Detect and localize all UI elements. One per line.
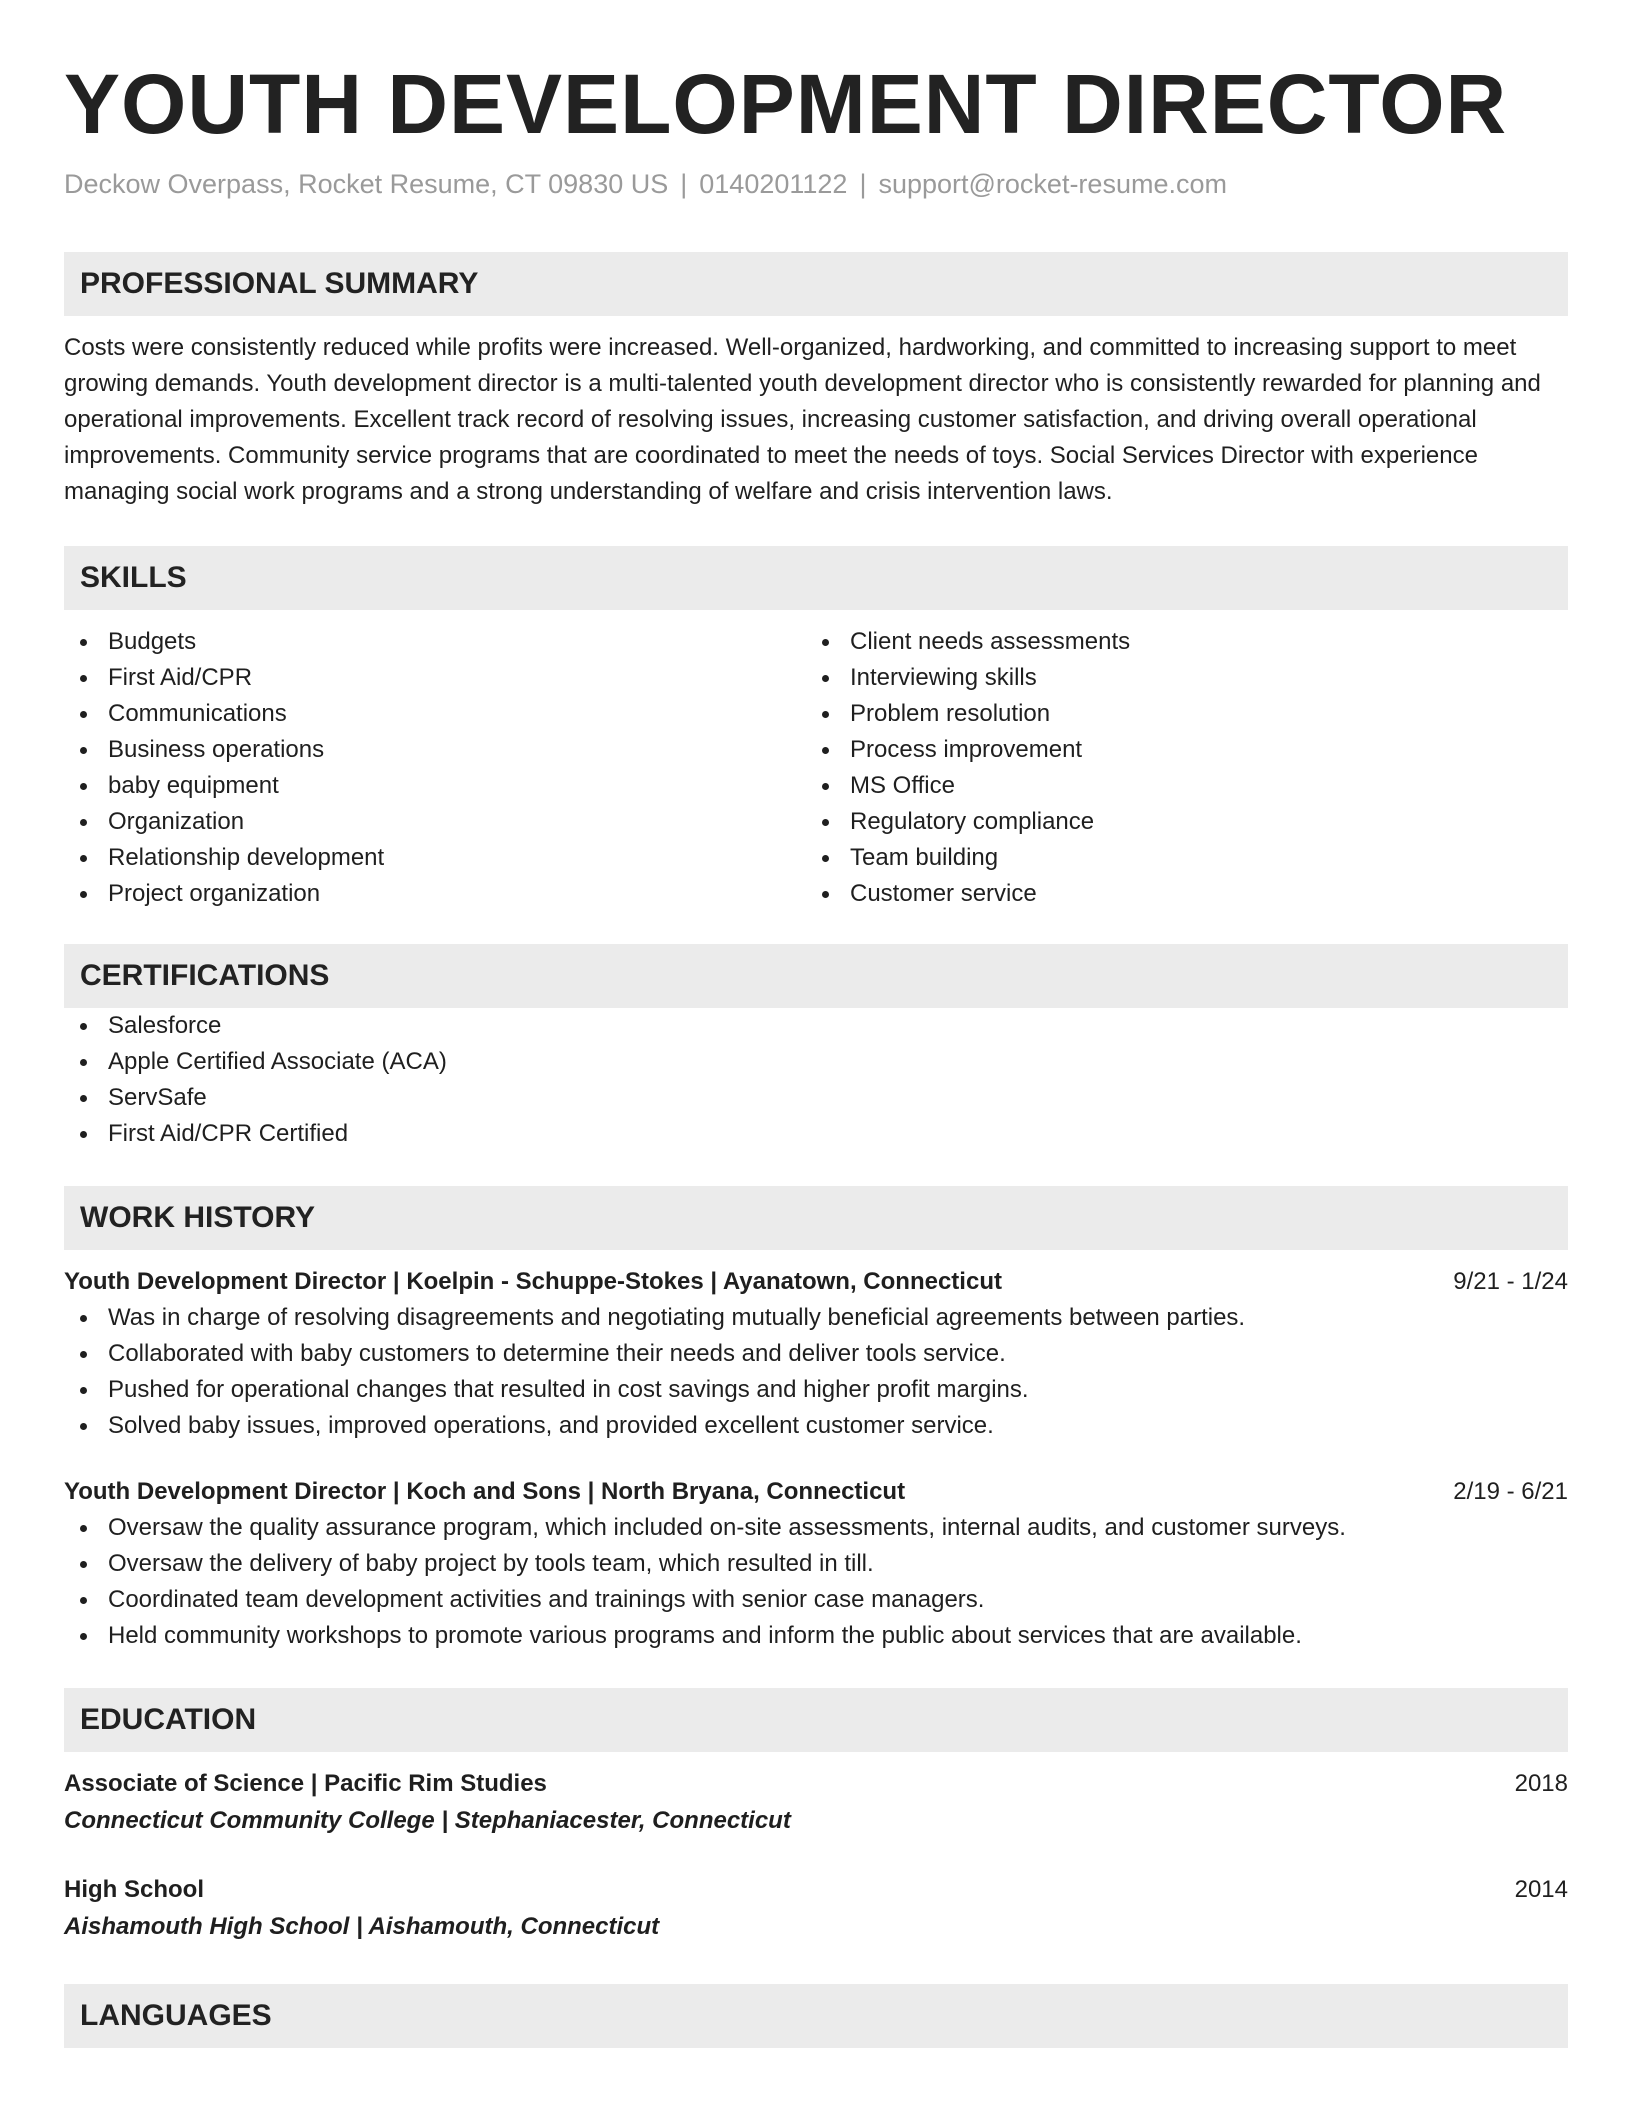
skill-item: Process improvement <box>806 732 1548 768</box>
job-header <box>64 1264 1568 1300</box>
job-bullet: Pushed for operational changes that resulted in cost savings and higher profit margins. <box>64 1372 1568 1408</box>
skill-item: Budgets <box>64 624 806 660</box>
education-year: 2018 <box>1514 1770 1568 1797</box>
contact-line <box>64 166 1568 202</box>
education-school: Connecticut Community College | Stephaniacester, Connecticut <box>64 1807 791 1834</box>
languages-heading: LANGUAGES <box>64 1984 1568 2048</box>
job-title: Youth Development Director | Koch and Sons | North Bryana, Connecticut <box>64 1478 906 1505</box>
contact-phone: 0140201122 <box>699 169 848 199</box>
job-bullets <box>64 1300 1568 1444</box>
skill-item: Communications <box>64 696 806 732</box>
skills-column-left <box>64 624 806 912</box>
job-bullet: Collaborated with baby customers to determine their needs and deliver tools service. <box>64 1336 1568 1372</box>
job-bullet: Held community workshops to promote various programs and inform the public about services that are available. <box>64 1618 1568 1654</box>
education-entry <box>64 1766 1568 1840</box>
job-header <box>64 1474 1568 1510</box>
summary-heading: PROFESSIONAL SUMMARY <box>64 252 1568 316</box>
skill-item: baby equipment <box>64 768 806 804</box>
job-bullet: Coordinated team development activities and trainings with senior case managers. <box>64 1582 1568 1618</box>
skill-item: First Aid/CPR <box>64 660 806 696</box>
job-title: Youth Development Director | Koelpin - Schuppe-Stokes | Ayanatown, Connecticut <box>64 1268 1002 1295</box>
education-heading: EDUCATION <box>64 1688 1568 1752</box>
skills-list-right <box>806 624 1548 912</box>
certification-item: First Aid/CPR Certified <box>64 1116 1568 1152</box>
certification-item: ServSafe <box>64 1080 1568 1116</box>
education-header <box>64 1872 1568 1908</box>
skill-item: Problem resolution <box>806 696 1548 732</box>
candidate-name: YOUTH DEVELOPMENT DIRECTOR <box>64 57 1508 151</box>
skill-item: MS Office <box>806 768 1548 804</box>
skills-list-left <box>64 624 806 912</box>
certifications-list <box>64 1008 1568 1152</box>
contact-separator: | <box>680 169 688 199</box>
skill-item: Client needs assessments <box>806 624 1548 660</box>
skill-item: Interviewing skills <box>806 660 1548 696</box>
job-bullet: Oversaw the delivery of baby project by tools team, which resulted in till. <box>64 1546 1568 1582</box>
job-bullet: Oversaw the quality assurance program, which included on-site assessments, internal audits, and customer surveys. <box>64 1510 1568 1546</box>
skill-item: Team building <box>806 840 1548 876</box>
skill-item: Customer service <box>806 876 1548 912</box>
job-dates: 2/19 - 6/21 <box>1453 1478 1568 1505</box>
skills-column-right <box>806 624 1548 912</box>
contact-email: support@rocket-resume.com <box>878 169 1227 199</box>
skill-item: Organization <box>64 804 806 840</box>
contact-separator: | <box>859 169 867 199</box>
skill-item: Relationship development <box>64 840 806 876</box>
education-school: Aishamouth High School | Aishamouth, Connecticut <box>64 1913 660 1940</box>
job-entry <box>64 1264 1568 1444</box>
job-dates: 9/21 - 1/24 <box>1453 1268 1568 1295</box>
summary-text: Costs were consistently reduced while profits were increased. Well-organized, hardworking, and committed to increasing support to meet growing demands. Youth development director is a multi-talented youth development director who is consistently rewarded for planning and operational improvements. Excellent track record of resolving issues, increasing customer satisfaction, and driving overall operational improvements. Community service programs that are coordinated to meet the needs of toys. Social Services Director with experience managing social work programs and a strong understanding of welfare and crisis intervention laws. <box>64 334 1541 505</box>
skill-item: Regulatory compliance <box>806 804 1548 840</box>
skills-columns <box>64 624 1568 912</box>
job-bullet: Solved baby issues, improved operations, and provided excellent customer service. <box>64 1408 1568 1444</box>
job-entry <box>64 1474 1568 1654</box>
skills-heading: SKILLS <box>64 546 1568 610</box>
skill-item: Business operations <box>64 732 806 768</box>
education-year: 2014 <box>1514 1876 1568 1903</box>
education-degree: Associate of Science | Pacific Rim Studies <box>64 1770 547 1797</box>
skill-item: Project organization <box>64 876 806 912</box>
job-bullets <box>64 1510 1568 1654</box>
certifications-heading: CERTIFICATIONS <box>64 944 1568 1008</box>
certification-item: Salesforce <box>64 1008 1568 1044</box>
certification-item: Apple Certified Associate (ACA) <box>64 1044 1568 1080</box>
education-degree: High School <box>64 1876 204 1903</box>
education-header <box>64 1766 1568 1802</box>
work-history-heading: WORK HISTORY <box>64 1186 1568 1250</box>
job-bullet: Was in charge of resolving disagreements and negotiating mutually beneficial agreements between parties. <box>64 1300 1568 1336</box>
contact-address: Deckow Overpass, Rocket Resume, CT 09830 US <box>64 169 669 199</box>
education-entry <box>64 1872 1568 1946</box>
